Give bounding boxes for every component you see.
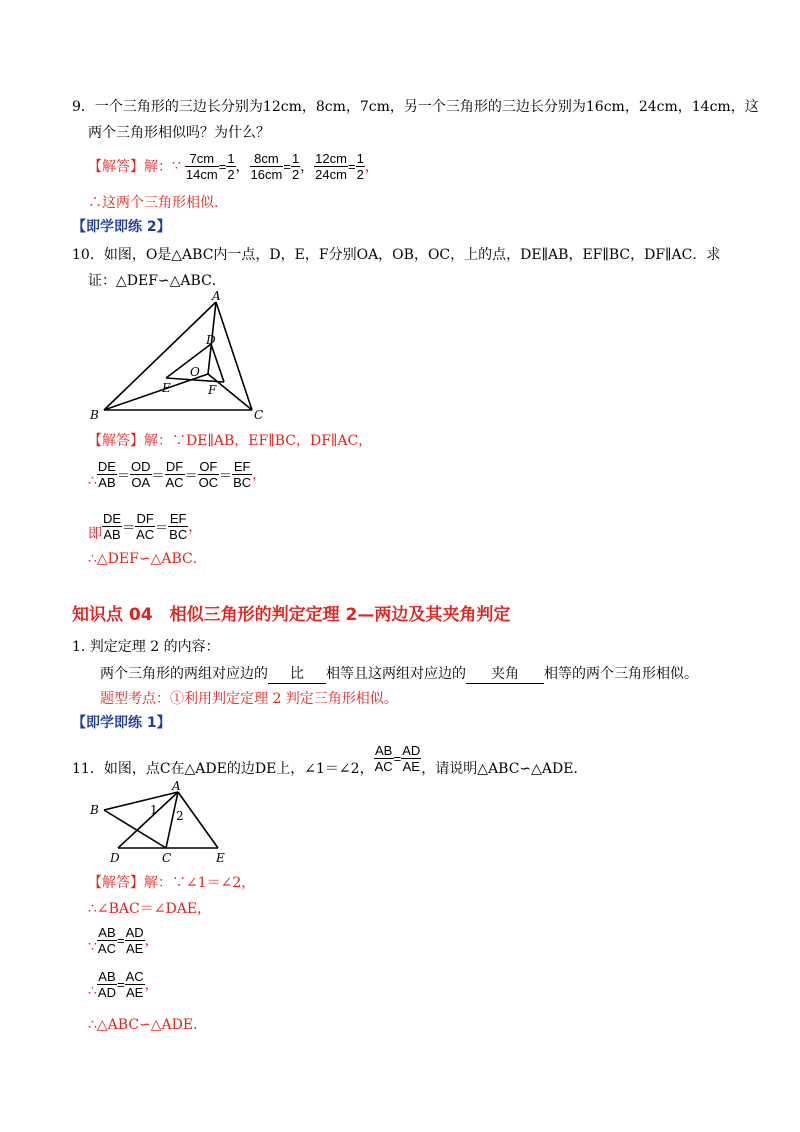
q9-line1 — [72, 96, 759, 116]
comma: ， — [188, 519, 203, 535]
content-part: 相等且这两组对应边的 — [326, 666, 466, 682]
ratio-1 — [97, 459, 117, 490]
step3-frac-left — [97, 925, 117, 956]
frac-num: 7cm — [189, 150, 215, 166]
frac-den: 2 — [227, 166, 235, 182]
q11-text-a: 11．如图，点C在△ADE的边DE上，∠1＝∠2， — [72, 761, 374, 777]
frac-den: AE — [125, 940, 144, 956]
q9-frac1-result — [226, 151, 235, 182]
label-B: B — [90, 803, 99, 817]
frac-num: DF — [136, 510, 154, 526]
frac-den: AC — [97, 940, 116, 956]
frac-num: 8cm — [254, 150, 279, 166]
frac-num: AC — [125, 968, 144, 984]
q10-ratio-chain — [88, 456, 266, 492]
q11-text-b: ，请说明△ABC∽△ADE． — [421, 761, 588, 777]
blank-ratio: 比 — [268, 663, 326, 684]
frac-den: 2 — [291, 166, 300, 182]
frac-den: AB — [103, 526, 121, 542]
frac-num: AD — [125, 924, 144, 940]
comma: ， — [300, 159, 315, 175]
q11-answer-line1: 【解答】解：∵∠1＝∠2， — [88, 875, 256, 891]
label-A: A — [172, 780, 181, 793]
frac-num: AB — [374, 742, 393, 758]
comma: ， — [235, 159, 250, 175]
ratio-3 — [165, 459, 185, 490]
q11-step3: ∵ $\frac{AB}{AC}$ = $\frac{AD}{AE}$ ， — [88, 924, 159, 956]
label-C: C — [162, 851, 172, 865]
equals: ＝ — [122, 519, 136, 535]
summary-ratio-1 — [102, 511, 122, 542]
frac-den: AD — [97, 984, 116, 1000]
q10-answer-line: 【解答】解：∵DE∥AB，EF∥BC，DF∥AC， — [88, 433, 373, 449]
frac-num: 1 — [291, 150, 300, 166]
frac-den: 16cm — [250, 166, 283, 182]
frac-den: BC — [169, 526, 188, 542]
ratio-2 — [130, 459, 152, 490]
q10-figure — [86, 288, 276, 422]
frac-num: AB — [98, 924, 116, 940]
frac-den: OA — [131, 474, 151, 490]
summary-ratio-3 — [168, 511, 188, 542]
label-E: E — [162, 381, 171, 395]
ratio-5 — [232, 459, 252, 490]
q9-frac3 — [314, 151, 348, 182]
q9-conclusion: ∴这两个三角形相似． — [88, 195, 228, 211]
equals: ＝ — [116, 467, 130, 483]
summary-ratio-2 — [135, 511, 155, 542]
angle-label-2: 2 — [176, 809, 184, 823]
ratio-4 — [198, 459, 220, 490]
comma: ， — [252, 467, 267, 483]
frac-num: OD — [131, 458, 151, 474]
therefore-symbol: ∴ — [88, 473, 97, 489]
answer-jie: 解： — [144, 159, 172, 175]
step3-frac-right — [125, 925, 145, 956]
q10-line2: 证：△DEF∽△ABC． — [88, 273, 226, 289]
equals: ＝ — [151, 467, 165, 483]
frac-den: AC — [374, 758, 393, 774]
q11-conclusion: ∴△ABC∽△ADE． — [88, 1017, 208, 1033]
label-F: F — [208, 383, 217, 397]
because-symbol: ∵ — [172, 158, 181, 174]
label-E: E — [216, 851, 225, 865]
frac-num: AD — [402, 742, 421, 758]
frac-den: 2 — [356, 166, 364, 182]
frac-num: OF — [199, 458, 218, 474]
q9-frac1 — [185, 151, 219, 182]
q9-frac2-result — [291, 151, 300, 182]
label-D: D — [206, 333, 216, 347]
step4-frac-right — [125, 969, 145, 1000]
exam-point: 题型考点：①利用判定定理 2 判定三角形相似。 — [100, 691, 398, 707]
therefore-symbol: ∴ — [88, 983, 97, 999]
practice-1-label: 【即学即练 1】 — [72, 715, 171, 731]
theorem-content — [100, 663, 698, 684]
q10-ratio-summary — [88, 508, 202, 544]
label-C: C — [254, 408, 264, 422]
frac-den: BC — [233, 474, 252, 490]
equals: ＝ — [184, 467, 198, 483]
q9-ratios: $\frac{7cm}{14cm}$ = $\frac{1}{2}$ ， $\frac{8cm}{16cm}$ = $\frac{1}{2}$ ， $\frac{12cm}{24cm}$ = $\frac{1}{2}$ — [185, 150, 364, 182]
equals: ＝ — [219, 467, 233, 483]
frac-num: EF — [169, 510, 187, 526]
frac-num: DE — [103, 510, 122, 526]
because-symbol: ∵ — [88, 939, 97, 955]
label-B: B — [90, 408, 99, 422]
q11-answer-line2: ∴∠BAC＝∠DAE， — [88, 901, 212, 917]
label-D: D — [110, 851, 120, 865]
equals: ＝ — [155, 519, 169, 535]
content-part: 相等的两个三角形相似。 — [544, 666, 698, 682]
q11-prompt: 11．如图，点C在△ADE的边DE上，∠1＝∠2， $\frac{AB}{AC}$ = $\frac{AD}{AE}$ ，请说明△ABC∽△ADE． — [72, 742, 588, 777]
label-O: O — [190, 365, 200, 379]
ji-label: 即 — [88, 526, 102, 542]
q10-line1: 10．如图，O是△ABC内一点，D，E，F分别OA，OB，OC，上的点，DE∥AB，EF∥BC，DF∥AC．求 — [72, 247, 721, 263]
frac-num: AB — [98, 968, 116, 984]
answer-tag: 【解答】 — [88, 159, 144, 175]
q9-text: 一个三角形的三边长分别为12cm，8cm，7cm，另一个三角形的三边长分别为16cm，24cm，14cm，这 — [94, 99, 759, 115]
section-heading: 知识点 04 相似三角形的判定定理 2—两边及其夹角判定 — [72, 605, 511, 625]
frac-den: 24cm — [315, 166, 347, 182]
frac-num: 1 — [356, 150, 364, 166]
q11-frac-left — [374, 743, 394, 774]
frac-den: OC — [198, 474, 219, 490]
q11-frac-right — [401, 743, 421, 774]
label-A: A — [212, 289, 221, 303]
frac-num: EF — [233, 458, 251, 474]
comma: ， — [144, 977, 159, 993]
comma: ， — [364, 159, 379, 175]
step4-frac-left — [97, 969, 117, 1000]
comma: ， — [144, 933, 159, 949]
frac-den: AB — [98, 474, 116, 490]
frac-den: 14cm — [185, 166, 218, 182]
q9-frac2 — [250, 151, 284, 182]
frac-den: AE — [125, 984, 144, 1000]
theorem-item: 1. 判定定理 2 的内容： — [72, 639, 220, 655]
frac-num: 1 — [227, 150, 235, 166]
frac-den: AE — [402, 758, 420, 774]
q9-answer — [88, 146, 379, 186]
q11-step4: ∴ $\frac{AB}{AD}$ = $\frac{AC}{AE}$ ， — [88, 968, 159, 1000]
frac-num: 12cm — [315, 150, 347, 166]
q10-conclusion: ∴△DEF∽△ABC． — [88, 551, 207, 567]
angle-label-1: 1 — [150, 803, 158, 817]
q9-line2: 两个三角形相似吗？为什么？ — [88, 125, 270, 141]
frac-den: AC — [165, 474, 184, 490]
q11-figure — [86, 780, 236, 866]
frac-num: DE — [97, 458, 116, 474]
frac-num: DF — [165, 458, 184, 474]
blank-angle: 夹角 — [466, 663, 544, 684]
q9-frac3-result — [356, 151, 365, 182]
practice-2-label: 【即学即练 2】 — [72, 219, 171, 235]
q9-number: 9． — [72, 99, 95, 115]
frac-den: AC — [136, 526, 155, 542]
content-part: 两个三角形的两组对应边的 — [100, 666, 268, 682]
